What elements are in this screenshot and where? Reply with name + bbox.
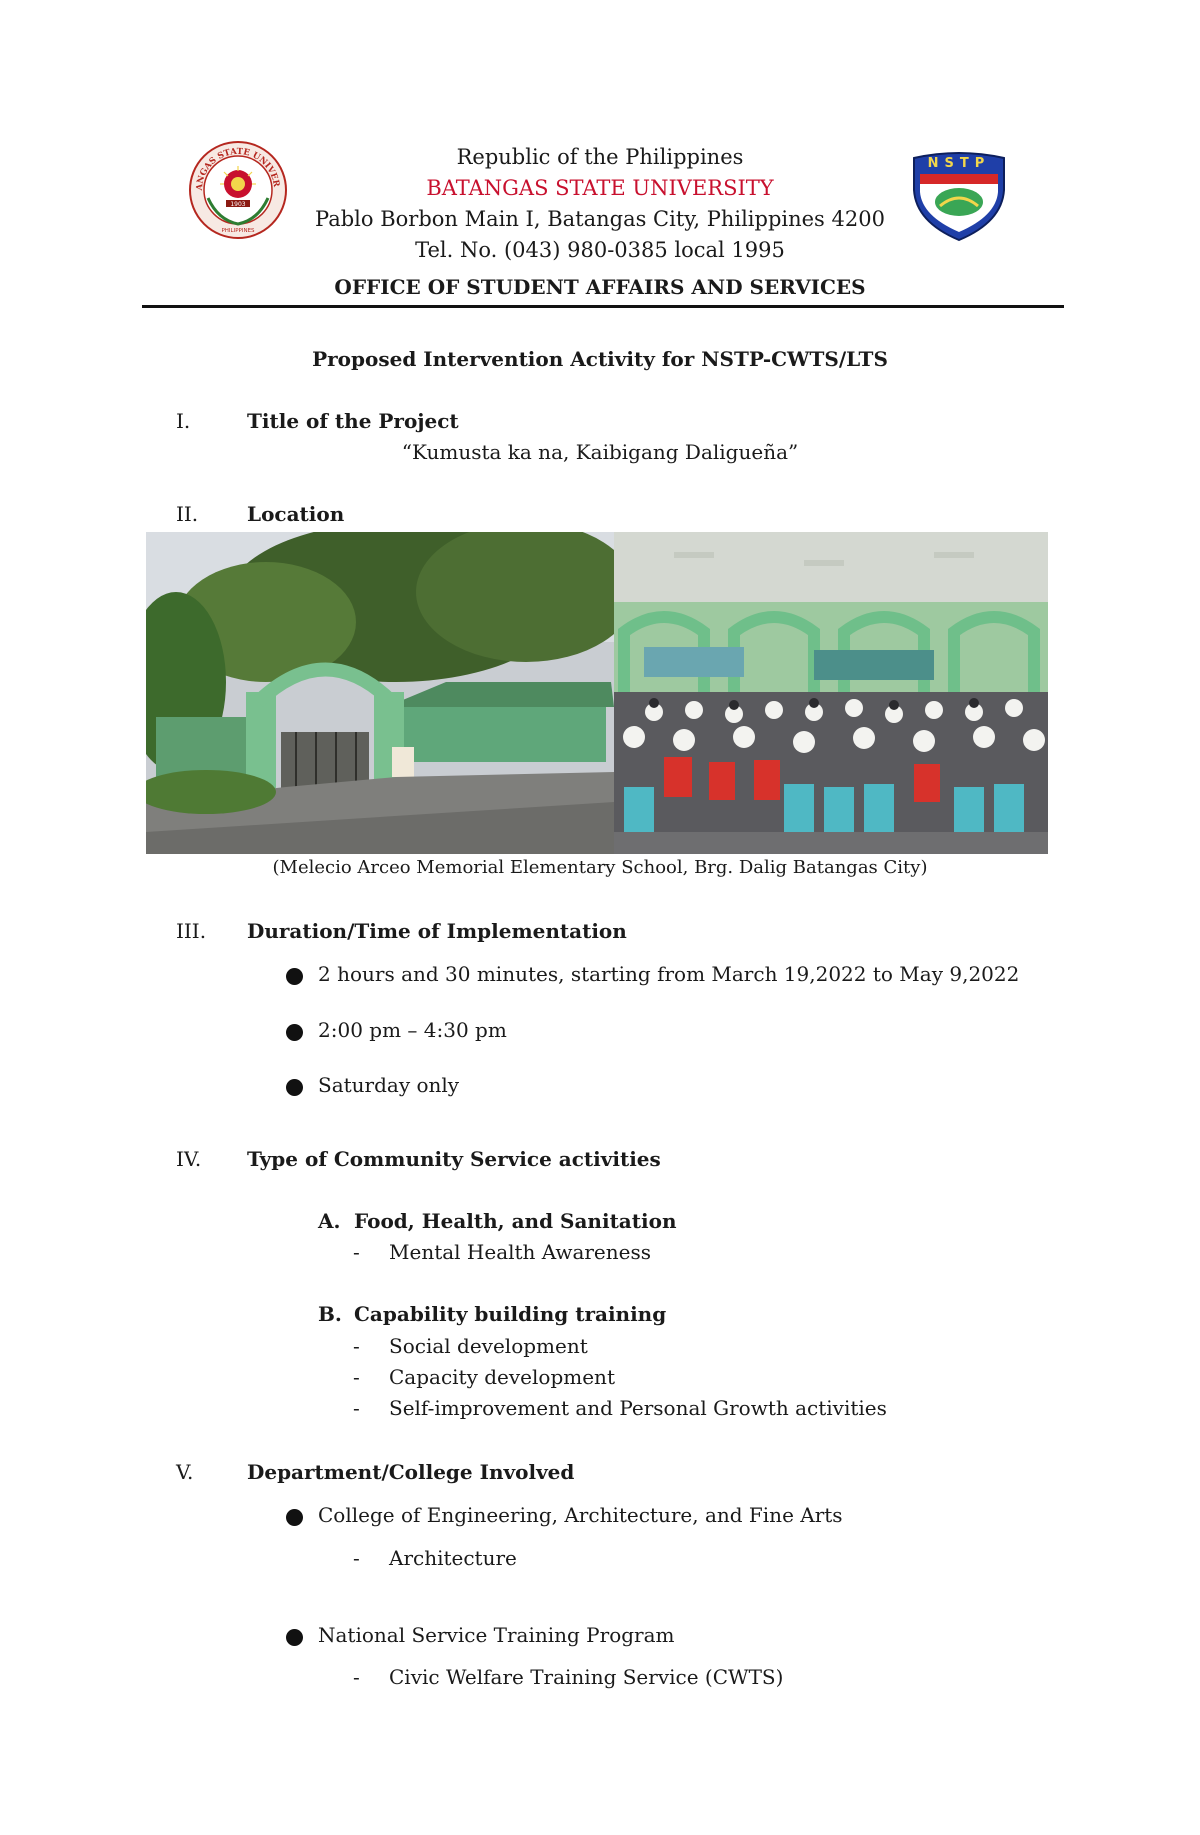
svg-text:NSTP: NSTP <box>927 156 991 171</box>
section-5-number: V. <box>176 1460 194 1484</box>
subsection-a-letter: A. <box>318 1209 341 1233</box>
location-caption: (Melecio Arceo Memorial Elementary School, Brg. Dalig Batangas City) <box>272 857 928 878</box>
subsection-b-title: Capability building training <box>354 1302 667 1326</box>
address-line: Pablo Borbon Main I, Batangas City, Philippines 4200 <box>315 207 885 231</box>
school-gate-photo <box>146 532 614 854</box>
department-item: Architecture <box>389 1546 517 1570</box>
dash-marker: - <box>353 1334 360 1358</box>
college-item: College of Engineering, Architecture, and Fine Arts <box>318 1503 843 1527</box>
activity-item: Mental Health Awareness <box>389 1240 652 1264</box>
activity-item: Capacity development <box>389 1365 615 1389</box>
dash-marker: - <box>353 1396 360 1420</box>
tel-line: Tel. No. (043) 980-0385 local 1995 <box>415 238 785 262</box>
project-title: “Kumusta ka na, Kaibigang Daligueña” <box>401 440 799 464</box>
bullet-icon <box>286 1024 303 1041</box>
document-title: Proposed Intervention Activity for NSTP-CWTS/LTS <box>312 347 888 371</box>
header-rule <box>142 305 1064 308</box>
office-title: OFFICE OF STUDENT AFFAIRS AND SERVICES <box>334 275 866 299</box>
duration-item: 2 hours and 30 minutes, starting from March 19,2022 to May 9,2022 <box>318 962 1020 986</box>
bullet-icon <box>286 968 303 985</box>
dash-marker: - <box>353 1665 360 1689</box>
dash-marker: - <box>353 1365 360 1389</box>
republic-line: Republic of the Philippines <box>456 145 744 169</box>
svg-text:BATANGAS STATE UNIVERSITY: ANGAS STATE UNIVER <box>194 146 281 191</box>
subsection-b-letter: B. <box>318 1302 342 1326</box>
university-name: BATANGAS STATE UNIVERSITY <box>426 176 774 200</box>
bullet-icon <box>286 1509 303 1526</box>
dash-marker: - <box>353 1546 360 1570</box>
section-5-title: Department/College Involved <box>247 1460 575 1484</box>
dash-marker: - <box>353 1240 360 1264</box>
section-1-title: Title of the Project <box>247 409 459 433</box>
section-3-title: Duration/Time of Implementation <box>247 919 627 943</box>
bullet-icon <box>286 1629 303 1646</box>
program-item: National Service Training Program <box>318 1623 675 1647</box>
activity-item: Social development <box>389 1334 588 1358</box>
section-2-number: II. <box>176 502 199 526</box>
section-4-number: IV. <box>176 1147 202 1171</box>
section-2-title: Location <box>247 502 345 526</box>
students-gathering-photo <box>614 532 1048 854</box>
program-component-item: Civic Welfare Training Service (CWTS) <box>389 1665 784 1689</box>
duration-item: 2:00 pm – 4:30 pm <box>318 1018 507 1042</box>
section-4-title: Type of Community Service activities <box>247 1147 661 1171</box>
svg-text:1903: 1903 <box>230 201 246 208</box>
section-3-number: III. <box>176 919 207 943</box>
duration-item: Saturday only <box>318 1073 460 1097</box>
activity-item: Self-improvement and Personal Growth activities <box>389 1396 887 1420</box>
section-1-number: I. <box>176 409 191 433</box>
svg-text:PHILIPPINES: PHILIPPINES <box>221 228 255 234</box>
bullet-icon <box>286 1079 303 1096</box>
subsection-a-title: Food, Health, and Sanitation <box>354 1209 677 1233</box>
